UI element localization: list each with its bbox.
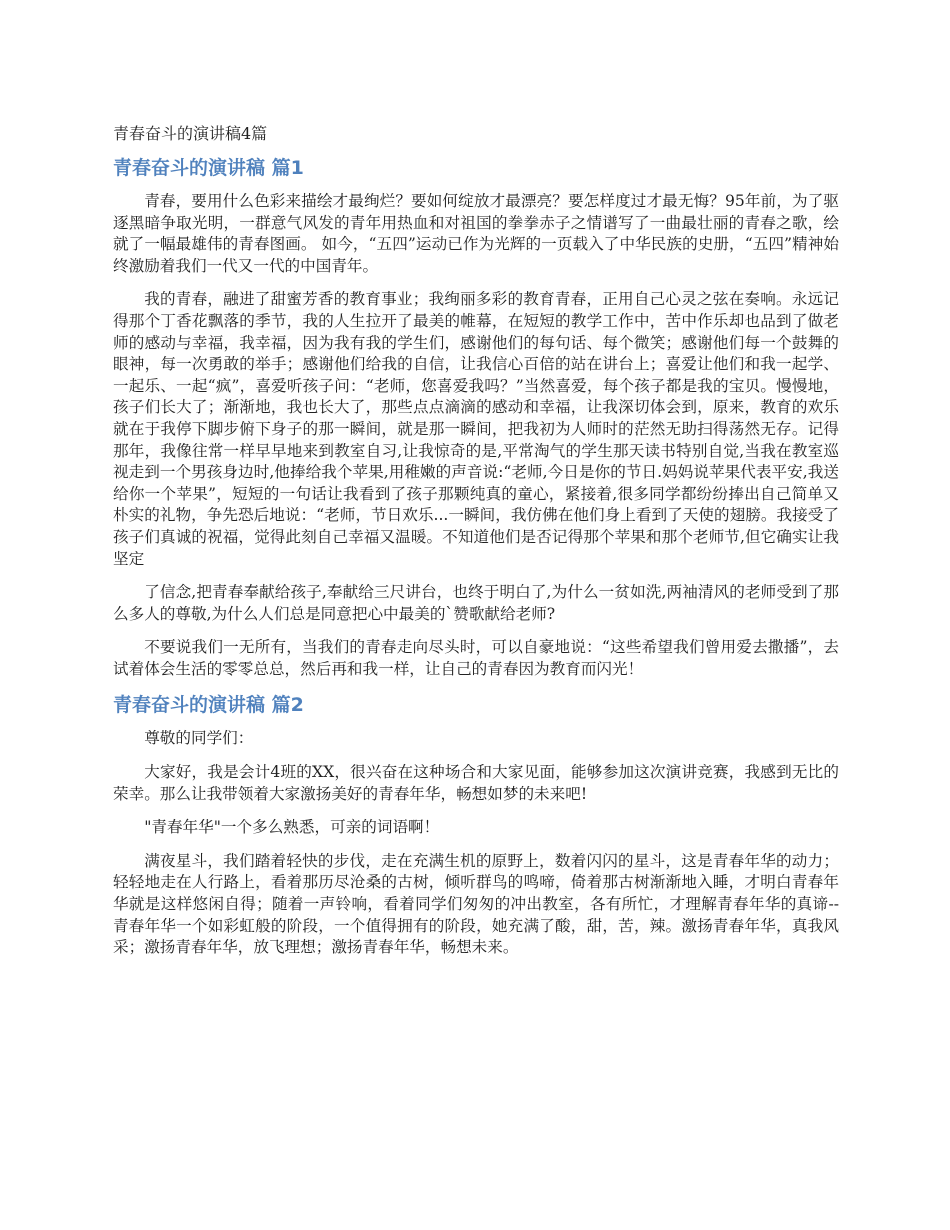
section-2-paragraph-1: 尊敬的同学们： [144,729,254,748]
section-1-heading: 青春奋斗的演讲稿 篇1 [113,157,304,179]
document-title: 青春奋斗的演讲稿4篇 [113,124,268,143]
section-1-paragraph-2: 我的青春，融进了甜蜜芳香的教育事业；我绚丽多彩的教育青春，正用自己心灵之弦在奏响。永远记得那个丁香花飘落的季节，我的人生拉开了最美的帷幕，在短短的教学工作中，苦中作乐却也品到了做老师的感动与幸福，我幸福，因为我有我的学生们，感谢他们的每句话、每个微笑；感谢他们每一个鼓舞的眼神，每一次勇敢的举手；感谢他们给我的自信，让我信心百倍的站在讲台上；喜爱让他们和我一起学、一起乐、一起“疯”，喜爱听孩子问：“老师，您喜爱我吗？”当然喜爱，每个孩子都是我的宝贝。慢慢地，孩子们长大了；渐渐地，我也长大了，那些点点滴滴的感动和幸福，让我深切体会到，原来，教育的欢乐就在于我停下脚步俯下身子的那一瞬间，就是那一瞬间，把我初为人师时的茫然无助扫得荡然无存。记得那年，我像往常一样早早地来到教室自习,让我惊奇的是,平常淘气的学生那天读书特别自觉,当我在教室巡视走到一个男孩身边时,他捧给我个苹果,用稚嫩的声音说:“老师,今日是你的节日.妈妈说苹果代表平安,我送给你一个苹果”，短短的一句话让我看到了孩子那颗纯真的童心，紧接着,很多同学都纷纷捧出自己简单又朴实的礼物，争先恐后地说：“老师，节日欢乐...一瞬间，我仿佛在他们身上看到了天使的翅膀。我接受了孩子们真诚的祝福，觉得此刻自己幸福又温暖。不知道他们是否记得那个苹果和那个老师节,但它确实让我坚定 [113,290,839,568]
section-2-heading: 青春奋斗的演讲稿 篇2 [113,694,304,717]
section-2-paragraph-2: 大家好，我是会计4班的XX，很兴奋在这种场合和大家见面，能够参加这次演讲竞赛，我感到无比的荣幸。那么让我带领着大家激扬美好的青春年华，畅想如梦的未来吧! [113,763,839,803]
section-1-paragraph-1: 青春，要用什么色彩来描绘才最绚烂？要如何绽放才最漂亮？要怎样度过才最无悔？95年前，为了驱逐黑暗争取光明，一群意气风发的青年用热血和对祖国的拳拳赤子之情谱写了一曲最壮丽的青春之歌，绘就了一幅最雄伟的青春图画。 如今，“五四”运动已作为光辉的一页载入了中华民族的史册，“五四”精神始终激励着我们一代又一代的中国青年。 [113,192,839,275]
section-2-paragraph-4: 满夜星斗，我们踏着轻快的步伐，走在充满生机的原野上，数着闪闪的星斗，这是青春年华的动力；轻轻地走在人行路上，看着那历尽沧桑的古树，倾听群鸟的鸣啼，倚着那古树渐渐地入睡，才明白青春年华就是这样悠闲自得；随着一声铃响，看着同学们匆匆的冲出教室，各有所忙，才理解青春年华的真谛--青春年华一个如彩虹般的阶段，一个值得拥有的阶段，她充满了酸，甜，苦，辣。激扬青春年华，真我风采；激扬青春年华，放飞理想；激扬青春年华，畅想未来。 [113,851,839,957]
section-1-paragraph-3: 了信念,把青春奉献给孩子,奉献给三尺讲台，也终于明白了,为什么一贫如洗,两袖清风的老师受到了那么多人的尊敬,为什么人们总是同意把心中最美的`赞歌献给老师? [113,583,839,623]
section-2 [113,692,839,958]
section-1 [113,155,839,680]
document-page [113,123,839,971]
section-1-paragraph-4: 不要说我们一无所有，当我们的青春走向尽头时，可以自豪地说：“这些希望我们曾用爱去撒播”，去试着体会生活的零零总总，然后再和我一样，让自己的青春因为教育而闪光！ [113,638,839,678]
section-2-paragraph-3: "青春年华"一个多么熟悉，可亲的词语啊！ [144,818,440,837]
